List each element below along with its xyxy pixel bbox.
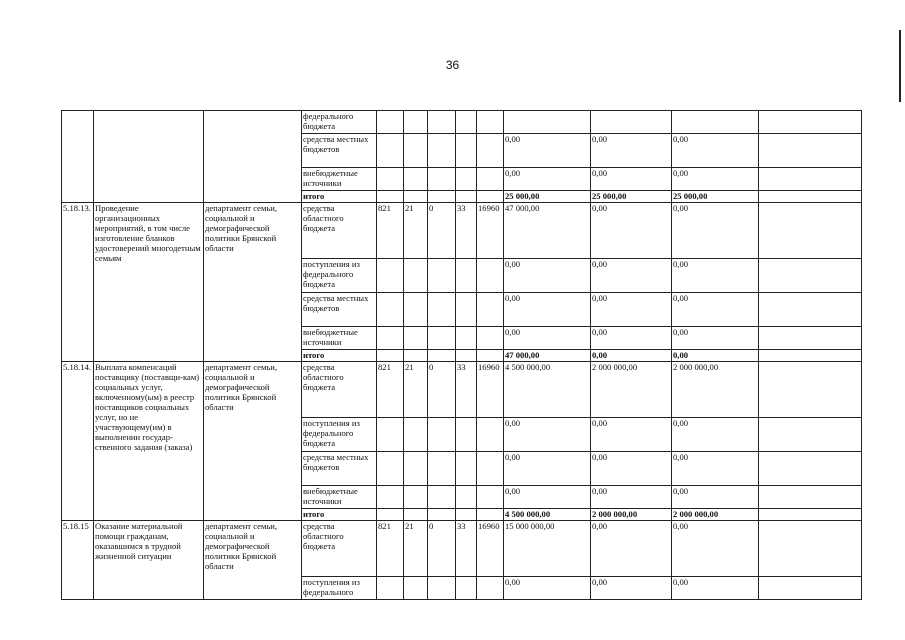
value-cell: 0,00 <box>504 486 591 509</box>
value-cell: 0,00 <box>591 203 672 259</box>
value-cell <box>591 111 672 134</box>
code-vr: 16960 <box>477 362 504 418</box>
funding-source: внебюджетные источники <box>302 486 377 509</box>
value-cell: 0,00 <box>672 203 759 259</box>
item-name-cell: Выплата компенсаций поставщику (поставщи-кам) социальных услуг, включенному(ым) в реестр поставщиков социальных услуг, но не участвующему(им) в выполнении государ-ственного задания (заказа) <box>94 362 204 521</box>
value-cell: 0,00 <box>591 327 672 350</box>
page-number: 36 <box>445 58 460 72</box>
item-number-cell <box>62 111 94 203</box>
value-cell: 2 000 000,00 <box>672 362 759 418</box>
code-vr: 16960 <box>477 521 504 577</box>
value-cell: 25 000,00 <box>591 191 672 203</box>
value-cell: 0,00 <box>504 577 591 600</box>
funding-source: внебюджетные источники <box>302 327 377 350</box>
budget-table <box>61 110 862 600</box>
value-cell: 0,00 <box>591 577 672 600</box>
value-cell: 0,00 <box>504 452 591 486</box>
code-rz: 21 <box>404 521 428 577</box>
code-csr: 33 <box>456 203 477 259</box>
executor-cell: департамент семьи, социальной и демографической политики Брянской области <box>204 203 302 362</box>
value-cell: 2 000 000,00 <box>591 509 672 521</box>
value-cell: 0,00 <box>591 521 672 577</box>
scan-edge-mark <box>899 30 901 102</box>
value-cell: 47 000,00 <box>504 350 591 362</box>
value-cell: 0,00 <box>672 350 759 362</box>
value-cell: 0,00 <box>504 259 591 293</box>
item-name-cell <box>94 111 204 203</box>
value-cell: 25 000,00 <box>672 191 759 203</box>
funding-source: средства областного бюджета <box>302 362 377 418</box>
value-cell: 0,00 <box>591 168 672 191</box>
value-cell: 0,00 <box>504 168 591 191</box>
code-grbs: 821 <box>377 203 404 259</box>
funding-source: средства областного бюджета <box>302 203 377 259</box>
code-pr: 0 <box>428 362 456 418</box>
value-cell: 4 500 000,00 <box>504 509 591 521</box>
item-number-cell: 5.18.15 <box>62 521 94 600</box>
funding-source: поступления из федерального бюджета <box>302 418 377 452</box>
code-csr: 33 <box>456 521 477 577</box>
value-cell: 2 000 000,00 <box>591 362 672 418</box>
item-number-cell: 5.18.14. <box>62 362 94 521</box>
value-cell: 0,00 <box>591 350 672 362</box>
executor-cell: департамент семьи, социальной и демографической политики Брянской области <box>204 362 302 521</box>
executor-cell <box>204 111 302 203</box>
value-cell <box>504 111 591 134</box>
value-cell: 47 000,00 <box>504 203 591 259</box>
funding-source: внебюджетные источники <box>302 168 377 191</box>
value-cell <box>672 111 759 134</box>
value-cell: 0,00 <box>591 486 672 509</box>
value-cell: 0,00 <box>591 134 672 168</box>
code-vr: 16960 <box>477 203 504 259</box>
funding-source: поступления из федерального бюджета <box>302 259 377 293</box>
funding-source: федерального бюджета <box>302 111 377 134</box>
value-cell: 0,00 <box>591 452 672 486</box>
funding-source: поступления из федерального <box>302 577 377 600</box>
value-cell: 0,00 <box>672 452 759 486</box>
code-rz: 21 <box>404 362 428 418</box>
item-number-cell: 5.18.13. <box>62 203 94 362</box>
funding-source: средства областного бюджета <box>302 521 377 577</box>
value-cell: 0,00 <box>672 168 759 191</box>
value-cell: 0,00 <box>672 259 759 293</box>
funding-source: средства местных бюджетов <box>302 452 377 486</box>
value-cell: 0,00 <box>504 418 591 452</box>
value-cell: 0,00 <box>504 293 591 327</box>
value-cell: 0,00 <box>672 293 759 327</box>
value-cell: 0,00 <box>672 327 759 350</box>
value-cell: 0,00 <box>504 134 591 168</box>
code-grbs: 821 <box>377 362 404 418</box>
funding-source: средства местных бюджетов <box>302 293 377 327</box>
funding-source: средства местных бюджетов <box>302 134 377 168</box>
funding-source: итого <box>302 509 377 521</box>
value-cell: 0,00 <box>591 259 672 293</box>
value-cell: 0,00 <box>591 418 672 452</box>
value-cell: 15 000 000,00 <box>504 521 591 577</box>
value-cell: 0,00 <box>672 486 759 509</box>
value-cell: 2 000 000,00 <box>672 509 759 521</box>
value-cell: 0,00 <box>672 134 759 168</box>
table-row <box>62 521 862 577</box>
code-pr: 0 <box>428 203 456 259</box>
value-cell: 0,00 <box>672 521 759 577</box>
value-cell: 0,00 <box>672 418 759 452</box>
value-cell: 25 000,00 <box>504 191 591 203</box>
table-row <box>62 203 862 259</box>
funding-source: итого <box>302 191 377 203</box>
table-row <box>62 362 862 418</box>
value-cell: 0,00 <box>591 293 672 327</box>
value-cell: 0,00 <box>672 577 759 600</box>
code-rz: 21 <box>404 203 428 259</box>
value-cell: 0,00 <box>504 327 591 350</box>
item-name-cell: Проведение организационных мероприятий, в том числе изготовление бланков удостоверений многодетным семьям <box>94 203 204 362</box>
value-cell: 4 500 000,00 <box>504 362 591 418</box>
item-name-cell: Оказание материальной помощи гражданам, оказавшимся в трудной жизненной ситуации <box>94 521 204 600</box>
code-csr: 33 <box>456 362 477 418</box>
table-row <box>62 111 862 134</box>
code-grbs: 821 <box>377 521 404 577</box>
code-pr: 0 <box>428 521 456 577</box>
executor-cell: департамент семьи, социальной и демографической политики Брянской области <box>204 521 302 600</box>
funding-source: итого <box>302 350 377 362</box>
